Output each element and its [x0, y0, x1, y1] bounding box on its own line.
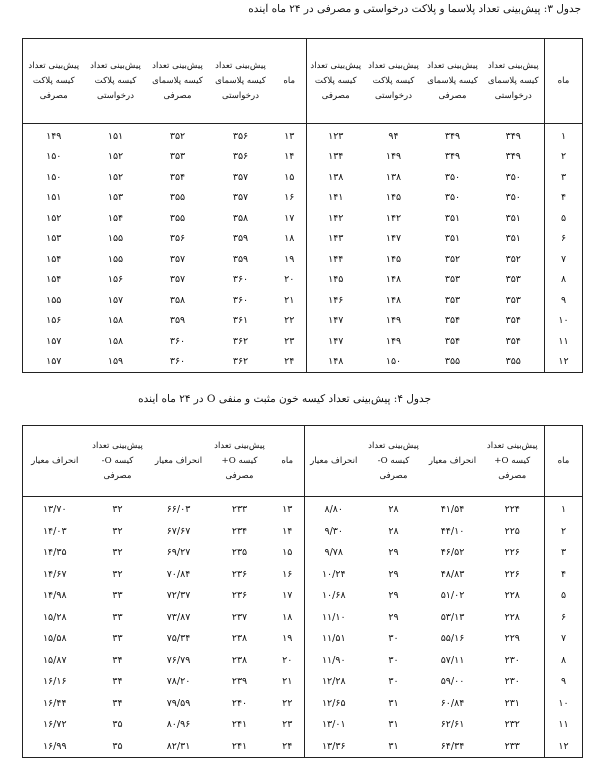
- table-cell: ۱۸: [271, 607, 305, 629]
- table-cell: ۳۴: [112, 697, 123, 709]
- table-cell: ۱۷: [271, 585, 305, 607]
- table4-header-cell: پیش‌بینی تعداد کیسه O- مصرفی: [87, 426, 149, 497]
- table-cell: ۱۵۴: [46, 274, 62, 286]
- table-cell: ۱۳۸: [328, 171, 344, 183]
- table-cell: ۲۳۲: [504, 719, 520, 731]
- table-cell: ۱۹: [271, 628, 305, 650]
- table-cell: ۱۵۰: [46, 151, 62, 163]
- table-cell: ۵۷/۱۱: [440, 654, 465, 666]
- table-cell: ۳۵۰: [505, 171, 521, 183]
- table-cell: ۱۳۸: [385, 171, 402, 183]
- table3-header-row: [23, 39, 583, 124]
- table-cell: ۵: [545, 585, 583, 607]
- table-cell: ۱۵۶: [107, 274, 124, 286]
- table-cell: ۲۳۱: [504, 697, 520, 709]
- table-cell: ۱۵/۵۸: [42, 633, 67, 645]
- table-cell: ۸: [545, 270, 583, 291]
- table-cell: ۱۶/۹۹: [42, 740, 67, 752]
- table4-header-cell: انحراف معیار: [149, 426, 209, 497]
- table-cell: ۳۵۷: [232, 192, 249, 204]
- table-row: [23, 542, 583, 564]
- table-cell: ۳۶۱: [232, 315, 249, 327]
- table-cell: ۶۴/۳۴: [440, 740, 465, 752]
- table-cell: ۱۱/۱۰: [321, 611, 346, 623]
- table-cell: ۳۴: [112, 654, 123, 666]
- table-cell: ۱۰/۶۸: [321, 590, 346, 602]
- table-cell: ۱۶: [271, 564, 305, 586]
- table-cell: ۱۵/۲۸: [42, 611, 67, 623]
- table-cell: ۳۵۳: [505, 274, 521, 286]
- table-cell: ۳۵۷: [169, 253, 186, 265]
- table-cell: ۱۴۹: [385, 335, 402, 347]
- table-cell: ۳۵۶: [169, 233, 186, 245]
- table-cell: ۱۴۹: [385, 151, 402, 163]
- table-cell: ۳۵۳: [505, 294, 521, 306]
- table-row: [23, 521, 583, 543]
- table3-header-cell: پیش‌بینی تعداد کیسه پلاکت درخواستی: [85, 39, 147, 124]
- table4-header-cell: پیش‌بینی تعداد کیسه O- مصرفی: [363, 426, 425, 497]
- table-row: [23, 229, 583, 250]
- table-cell: ۱: [545, 497, 583, 521]
- table-cell: ۱۸: [273, 229, 307, 250]
- table-cell: ۲۹: [388, 590, 399, 602]
- table-cell: ۲۲۶: [504, 568, 520, 580]
- table-cell: ۲۳۵: [231, 547, 248, 559]
- table-cell: ۱۴: [273, 147, 307, 168]
- table-cell: ۱: [545, 124, 583, 147]
- table-cell: ۳۵۳: [169, 151, 186, 163]
- table-cell: ۱۴/۹۸: [42, 590, 67, 602]
- table-cell: ۲۹: [388, 568, 399, 580]
- table-cell: ۳۳: [112, 633, 123, 645]
- table-cell: ۲: [545, 147, 583, 168]
- table-cell: ۴۴/۱۰: [440, 525, 465, 537]
- table-cell: ۲۴۰: [231, 697, 248, 709]
- table-cell: ۳۵۴: [505, 315, 521, 327]
- table4-body: [23, 497, 583, 758]
- table3-header-cell: ماه: [273, 39, 307, 124]
- table-cell: ۵۱/۰۲: [440, 590, 465, 602]
- table-cell: ۱۵۰: [46, 171, 62, 183]
- table-cell: ۳۵۲: [505, 253, 521, 265]
- table-cell: ۱۰: [545, 693, 583, 715]
- table-cell: ۸/۸۰: [324, 504, 343, 516]
- table4: [22, 425, 583, 758]
- table-cell: ۲۱: [273, 290, 307, 311]
- table-cell: ۲۲۸: [504, 611, 520, 623]
- table4-header-cell: انحراف معیار: [305, 426, 363, 497]
- table-cell: ۳۶۰: [169, 356, 186, 368]
- table-cell: ۳۵۱: [444, 233, 461, 245]
- table-row: [23, 671, 583, 693]
- table-cell: ۱۵۸: [107, 335, 124, 347]
- table-cell: ۱۴۷: [385, 233, 402, 245]
- table-cell: ۹۴: [388, 130, 399, 142]
- table-cell: ۳۵۸: [169, 294, 186, 306]
- table-cell: ۳۵۹: [169, 315, 186, 327]
- table3-body: [23, 124, 583, 373]
- table-cell: ۳۳: [112, 611, 123, 623]
- table-cell: ۱۰/۲۴: [321, 568, 346, 580]
- table-cell: ۶۲/۶۱: [440, 719, 465, 731]
- table-cell: ۲۸: [388, 504, 399, 516]
- table-cell: ۴۱/۵۴: [440, 504, 465, 516]
- table-row: [23, 736, 583, 758]
- table-cell: ۱۵: [271, 542, 305, 564]
- table-cell: ۳۵۲: [169, 130, 186, 142]
- table-row: [23, 147, 583, 168]
- table-cell: ۷۳/۸۷: [166, 611, 191, 623]
- table-cell: ۶۰/۸۴: [440, 697, 465, 709]
- table-cell: ۱۶/۴۴: [42, 697, 67, 709]
- table-cell: ۳۵۹: [232, 253, 249, 265]
- table-cell: ۳۶۲: [232, 356, 249, 368]
- table-cell: ۳۵۴: [444, 315, 461, 327]
- table-cell: ۲: [545, 521, 583, 543]
- table-cell: ۹/۳۰: [324, 525, 343, 537]
- table-cell: ۱۴۱: [328, 192, 344, 204]
- table-cell: ۳۵۰: [505, 192, 521, 204]
- table-row: [23, 585, 583, 607]
- table-cell: ۱۵۷: [107, 294, 124, 306]
- table-cell: ۱۴: [271, 521, 305, 543]
- table4-header-cell: انحراف معیار: [425, 426, 481, 497]
- table-cell: ۳۲: [112, 547, 123, 559]
- table-row: [23, 311, 583, 332]
- table-cell: ۳۵۴: [169, 171, 186, 183]
- table-cell: ۹/۷۸: [324, 547, 343, 559]
- table-cell: ۱۳: [273, 124, 307, 147]
- table-cell: ۱۵۵: [107, 253, 124, 265]
- table-cell: ۳۵۷: [232, 171, 249, 183]
- table-cell: ۷: [545, 628, 583, 650]
- table-cell: ۳۲: [112, 525, 123, 537]
- table-cell: ۷۰/۸۴: [166, 568, 191, 580]
- table-cell: ۱۷: [273, 208, 307, 229]
- table4-header-cell: ماه: [271, 426, 305, 497]
- table-cell: ۱۵۲: [46, 212, 62, 224]
- table-cell: ۱۳/۳۶: [321, 740, 346, 752]
- table-cell: ۳۶۰: [232, 274, 249, 286]
- table-cell: ۸۰/۹۶: [166, 719, 191, 731]
- table-cell: ۲۲۸: [504, 590, 520, 602]
- table-row: [23, 693, 583, 715]
- table-cell: ۱۴۸: [328, 356, 344, 368]
- table3-header-cell: پیش‌بینی تعداد کیسه پلاکت مصرفی: [307, 39, 365, 124]
- table-cell: ۱۱: [545, 714, 583, 736]
- table-cell: ۳۵: [112, 719, 123, 731]
- table3-header-cell: پیش‌بینی تعداد کیسه پلاسمای مصرفی: [147, 39, 209, 124]
- table-cell: ۱۵۱: [107, 130, 124, 142]
- table-cell: ۱۵۵: [46, 294, 62, 306]
- table-cell: ۲۳۸: [231, 633, 248, 645]
- table-cell: ۱۴۵: [385, 253, 402, 265]
- table-cell: ۲۴۱: [231, 740, 248, 752]
- table-cell: ۲۹: [388, 547, 399, 559]
- table-cell: ۳۵۵: [505, 356, 521, 368]
- table-row: [23, 124, 583, 147]
- table-cell: ۲۲: [273, 311, 307, 332]
- table-cell: ۳۵۱: [505, 233, 521, 245]
- table-cell: ۳۲: [112, 504, 123, 516]
- table-cell: ۱۵۳: [46, 233, 62, 245]
- table-cell: ۱۴۸: [385, 294, 402, 306]
- table-cell: ۳۵: [112, 740, 123, 752]
- table-cell: ۱۵: [273, 167, 307, 188]
- table-cell: ۱۵۸: [107, 315, 124, 327]
- table-cell: ۷۶/۷۹: [166, 654, 191, 666]
- table-row: [23, 564, 583, 586]
- table-row: [23, 208, 583, 229]
- table-cell: ۱۳۴: [328, 151, 344, 163]
- table-cell: ۱۶/۱۶: [42, 676, 67, 688]
- table-cell: ۱۴۶: [328, 294, 344, 306]
- table-cell: ۳۰: [388, 654, 399, 666]
- table-cell: ۳۵۳: [444, 274, 461, 286]
- table-cell: ۱۲۳: [328, 130, 344, 142]
- table-cell: ۲۲: [271, 693, 305, 715]
- table-cell: ۳۱: [388, 719, 399, 731]
- table-row: [23, 607, 583, 629]
- table-cell: ۶۷/۶۷: [166, 525, 191, 537]
- table-cell: ۳۵۸: [232, 212, 249, 224]
- table-cell: ۳۱: [388, 740, 399, 752]
- table-cell: ۳۶۰: [232, 294, 249, 306]
- table-cell: ۳۶۰: [169, 335, 186, 347]
- table-cell: ۴۶/۵۲: [440, 547, 465, 559]
- table-cell: ۹: [545, 671, 583, 693]
- table-cell: ۳۴۹: [505, 151, 521, 163]
- table-cell: ۱۴/۰۳: [42, 525, 67, 537]
- table-cell: ۳۰: [388, 676, 399, 688]
- table-cell: ۲۴: [271, 736, 305, 758]
- table-cell: ۲۳۰: [504, 676, 520, 688]
- table-cell: ۱۵۶: [46, 315, 62, 327]
- table-row: [23, 167, 583, 188]
- table-cell: ۳: [545, 167, 583, 188]
- table-cell: ۱۵۴: [46, 253, 62, 265]
- table3-header-cell: پیش‌بینی تعداد کیسه پلاسمای مصرفی: [423, 39, 483, 124]
- table-cell: ۱۳: [271, 497, 305, 521]
- table-cell: ۱۴۵: [385, 192, 402, 204]
- table-cell: ۱۴۹: [385, 315, 402, 327]
- table-cell: ۲۳: [271, 714, 305, 736]
- table-cell: ۳۴: [112, 676, 123, 688]
- table-cell: ۲۴۱: [231, 719, 248, 731]
- table-cell: ۲۳۶: [231, 590, 248, 602]
- table-cell: ۴۸/۸۳: [440, 568, 465, 580]
- table-row: [23, 290, 583, 311]
- table-cell: ۳۴۹: [444, 151, 461, 163]
- table-cell: ۲۳۴: [231, 525, 248, 537]
- table-cell: ۳۶۲: [232, 335, 249, 347]
- table-cell: ۱۴۹: [46, 130, 62, 142]
- table-cell: ۱۴۳: [328, 233, 344, 245]
- table4-header-cell: ماه: [545, 426, 583, 497]
- table-row: [23, 714, 583, 736]
- table-cell: ۱۵۹: [107, 356, 124, 368]
- table-cell: ۱۵۷: [46, 335, 62, 347]
- table-cell: ۲۲۶: [504, 547, 520, 559]
- table-cell: ۱۶/۷۲: [42, 719, 67, 731]
- table-cell: ۲۳۳: [231, 504, 248, 516]
- table-cell: ۳۵۶: [232, 151, 249, 163]
- table-cell: ۱۱/۵۱: [321, 633, 346, 645]
- table-row: [23, 188, 583, 209]
- table3-caption: جدول ۳: پیش‌بینی تعداد پلاسما و پلاکت درخواستی و مصرفی در ۲۴ ماه آینده: [248, 3, 581, 15]
- table-cell: ۲۴: [273, 352, 307, 373]
- table-cell: ۳۳: [112, 590, 123, 602]
- table-cell: ۱۱: [545, 331, 583, 352]
- table-cell: ۱۹: [273, 249, 307, 270]
- table-cell: ۲۳۳: [504, 740, 520, 752]
- table-cell: ۱۴/۶۷: [42, 568, 67, 580]
- table-cell: ۶۹/۲۷: [166, 547, 191, 559]
- table-cell: ۱۵۳: [107, 192, 124, 204]
- table-cell: ۱۵۷: [46, 356, 62, 368]
- table-cell: ۷: [545, 249, 583, 270]
- table-cell: ۹: [545, 290, 583, 311]
- table-cell: ۳۵۴: [505, 335, 521, 347]
- table-cell: ۱۳/۷۰: [42, 504, 67, 516]
- table-cell: ۲۲۵: [504, 525, 520, 537]
- table-row: [23, 650, 583, 672]
- table-cell: ۷۸/۲۰: [166, 676, 191, 688]
- table-row: [23, 352, 583, 373]
- table4-header-row: [23, 426, 583, 497]
- table4-header-cell: انحراف معیار: [23, 426, 87, 497]
- table-cell: ۳۵۷: [169, 274, 186, 286]
- table-cell: ۱۵۴: [107, 212, 124, 224]
- table-cell: ۳۵۵: [169, 192, 186, 204]
- table-cell: ۳۴۹: [444, 130, 461, 142]
- table-cell: ۵: [545, 208, 583, 229]
- table-cell: ۱۴۲: [385, 212, 402, 224]
- table-cell: ۱۵۲: [107, 171, 124, 183]
- table-cell: ۱۰: [545, 311, 583, 332]
- table-cell: ۱۴۷: [328, 315, 344, 327]
- table-cell: ۷۲/۳۷: [166, 590, 191, 602]
- table-cell: ۳۲: [112, 568, 123, 580]
- table-cell: ۲۳۰: [504, 654, 520, 666]
- table3-header-cell: پیش‌بینی تعداد کیسه پلاکت درخواستی: [365, 39, 423, 124]
- table4-caption: جدول ۴: پیش‌بینی تعداد کیسه خون مثبت و منفی O در ۲۴ ماه آینده: [138, 393, 431, 405]
- table4-header-cell: پیش‌بینی تعداد کیسه O+ مصرفی: [209, 426, 271, 497]
- table-cell: ۱۵۰: [385, 356, 402, 368]
- table-cell: ۲۳: [273, 331, 307, 352]
- table-cell: ۱۴۴: [328, 253, 344, 265]
- table-cell: ۳۵۵: [444, 356, 461, 368]
- table-cell: ۵۵/۱۶: [440, 633, 465, 645]
- table-row: [23, 270, 583, 291]
- table-cell: ۱۴۷: [328, 335, 344, 347]
- table3-header-cell: پیش‌بینی تعداد کیسه پلاسمای درخواستی: [483, 39, 545, 124]
- table-cell: ۵۹/۰۰: [440, 676, 465, 688]
- table-cell: ۱۵/۸۷: [42, 654, 67, 666]
- table-cell: ۱۴۵: [328, 274, 344, 286]
- table-cell: ۱۴/۳۵: [42, 547, 67, 559]
- table-cell: ۷۹/۵۹: [166, 697, 191, 709]
- table-cell: ۳۵۱: [505, 212, 521, 224]
- table-cell: ۲۹: [388, 611, 399, 623]
- table4-header-cell: پیش‌بینی تعداد کیسه O+ مصرفی: [481, 426, 545, 497]
- table-cell: ۸: [545, 650, 583, 672]
- table-cell: ۳: [545, 542, 583, 564]
- table-cell: ۳۵۰: [444, 192, 461, 204]
- table-cell: ۱۵۱: [46, 192, 62, 204]
- table-cell: ۴: [545, 564, 583, 586]
- table-cell: ۱۶: [273, 188, 307, 209]
- table-cell: ۲۸: [388, 525, 399, 537]
- table-cell: ۱۲: [545, 736, 583, 758]
- table-cell: ۳۱: [388, 697, 399, 709]
- table-cell: ۳۵۲: [444, 253, 461, 265]
- table-cell: ۴: [545, 188, 583, 209]
- table-cell: ۳۵۵: [169, 212, 186, 224]
- table-cell: ۲۱: [271, 671, 305, 693]
- table-cell: ۱۴۲: [328, 212, 344, 224]
- table-cell: ۱۱/۹۰: [321, 654, 346, 666]
- table-cell: ۱۴۸: [385, 274, 402, 286]
- table-cell: ۶: [545, 229, 583, 250]
- table-cell: ۲۳۹: [231, 676, 248, 688]
- table-cell: ۳۴۹: [505, 130, 521, 142]
- table-cell: ۶۶/۰۳: [166, 504, 191, 516]
- table-cell: ۱۵۲: [107, 151, 124, 163]
- table-cell: ۲۲۹: [504, 633, 520, 645]
- table-cell: ۳۵۴: [444, 335, 461, 347]
- table-row: [23, 497, 583, 521]
- table-row: [23, 628, 583, 650]
- table-cell: ۳۵۶: [232, 130, 249, 142]
- table-cell: ۳۵۰: [444, 171, 461, 183]
- table-cell: ۲۳۸: [231, 654, 248, 666]
- table-cell: ۳۵۱: [444, 212, 461, 224]
- table-cell: ۵۳/۱۳: [440, 611, 465, 623]
- table-row: [23, 249, 583, 270]
- table-cell: ۷۵/۳۴: [166, 633, 191, 645]
- table3-header-cell: ماه: [545, 39, 583, 124]
- table-cell: ۳۵۹: [232, 233, 249, 245]
- table-row: [23, 331, 583, 352]
- table-cell: ۱۲/۲۸: [321, 676, 346, 688]
- table-cell: ۱۲: [545, 352, 583, 373]
- table-cell: ۳۵۳: [444, 294, 461, 306]
- table-cell: ۶: [545, 607, 583, 629]
- table-cell: ۱۵۵: [107, 233, 124, 245]
- table-cell: ۳۰: [388, 633, 399, 645]
- table-cell: ۲۲۴: [504, 504, 520, 516]
- table-cell: ۱۲/۶۵: [321, 697, 346, 709]
- table3-header-cell: پیش‌بینی تعداد کیسه پلاکت مصرفی: [23, 39, 85, 124]
- table-cell: ۲۰: [271, 650, 305, 672]
- table-cell: ۱۳/۰۱: [321, 719, 346, 731]
- table3: [22, 38, 583, 373]
- table-cell: ۲۰: [273, 270, 307, 291]
- table-cell: ۲۳۶: [231, 568, 248, 580]
- table-cell: ۲۳۷: [231, 611, 248, 623]
- table-cell: ۸۲/۳۱: [166, 740, 191, 752]
- table3-header-cell: پیش‌بینی تعداد کیسه پلاسمای درخواستی: [209, 39, 273, 124]
